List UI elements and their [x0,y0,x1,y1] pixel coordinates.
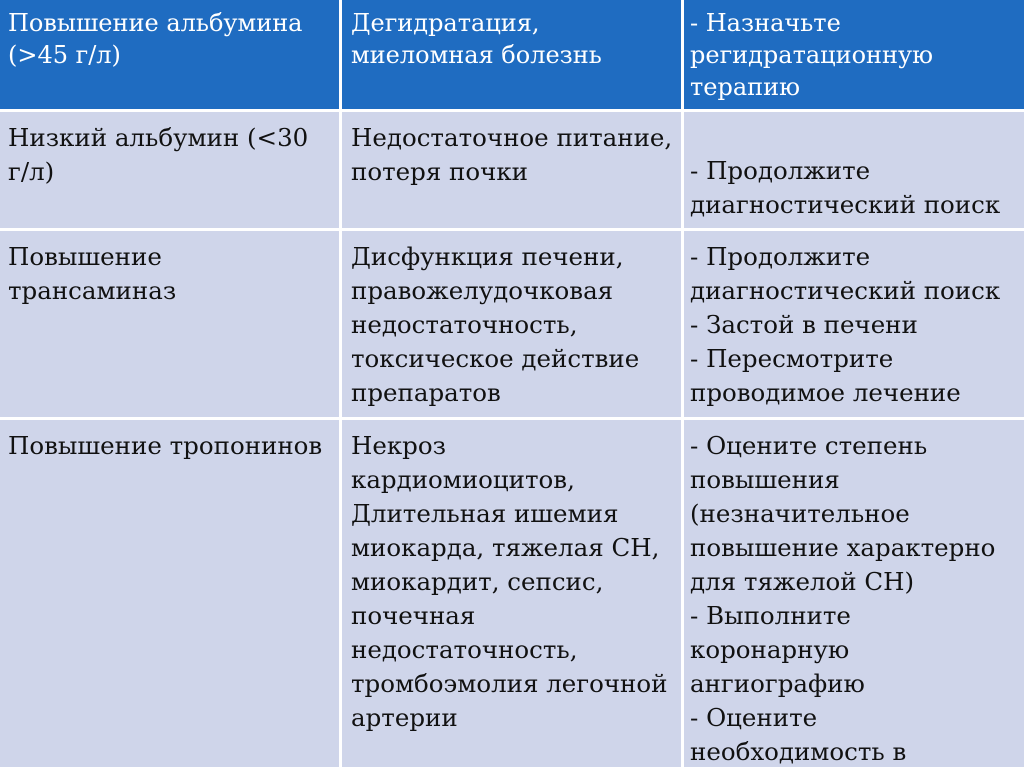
cell-line: - Назначьте [690,9,841,37]
header-cell-action [684,0,1024,109]
cell-line: (незначительное [690,499,910,528]
cell-line: миеломная болезнь [351,41,602,69]
cell-line: ангиографию [690,669,865,698]
header-cell-cause [342,0,681,109]
cell-line: Некроз [351,431,446,460]
cell-line: Недостаточное питание, [351,123,673,152]
table-row [0,231,1024,417]
table-row [0,420,1024,767]
cell-line: Повышение альбумина [8,9,303,37]
cell-line: тромбоэмолия легочной [351,669,668,698]
cell-line: миокарда, тяжелая СН, [351,533,660,562]
cell-line: - Оцените [690,703,818,732]
cell-cause [342,112,681,228]
cell-line: - Застой в печени [690,310,918,339]
cell-cause [342,231,681,417]
cell-line: артерии [351,703,458,732]
cell-line: - Пересмотрите [690,344,894,373]
cell-line: Дегидратация, [351,9,540,37]
cell-line: для тяжелой СН) [690,567,915,596]
cell-line: потеря почки [351,157,528,186]
cell-line: повышения [690,465,840,494]
cell-action [684,112,1024,228]
cell-line: почечная [351,601,476,630]
cell-line: необходимость в [690,737,907,766]
cell-action [684,231,1024,417]
cell-line: коронарную [690,635,850,664]
cell-marker [0,420,339,767]
cell-line: диагностический поиск [690,276,1001,305]
cell-line: проводимое лечение [690,378,961,407]
cell-line: трансаминаз [8,276,177,305]
cell-line: повышение характерно [690,533,996,562]
cell-line: Низкий альбумин (<30 [8,123,309,152]
cell-line: кардиомиоцитов, [351,465,575,494]
cell-line: диагностический поиск [690,190,1001,219]
cell-line: Длительная ишемия [351,499,619,528]
cell-line: - Оцените степень [690,431,928,460]
cell-line: Повышение тропонинов [8,431,323,460]
cell-line: - Выполните [690,601,851,630]
cell-line: Дисфункция печени, [351,242,624,271]
cell-line: правожелудочковая [351,276,614,305]
cell-line: - Продолжите [690,156,871,185]
cell-line: токсическое действие [351,344,640,373]
cell-line: недостаточность, [351,310,578,339]
cell-line: (>45 г/л) [8,41,121,69]
cell-line: миокардит, сепсис, [351,567,604,596]
cell-line: недостаточность, [351,635,578,664]
table-row [0,112,1024,228]
cell-line: Повышение [8,242,162,271]
cell-line: терапию [690,73,801,101]
cell-line: - Продолжите [690,242,871,271]
cell-line: г/л) [8,157,55,186]
cell-cause [342,420,681,767]
cell-line: препаратов [351,378,501,407]
cell-action [684,420,1024,767]
cell-line: регидратационную [690,41,934,69]
header-cell-marker [0,0,339,109]
header-row [0,0,1024,109]
cell-marker [0,231,339,417]
cell-marker [0,112,339,228]
